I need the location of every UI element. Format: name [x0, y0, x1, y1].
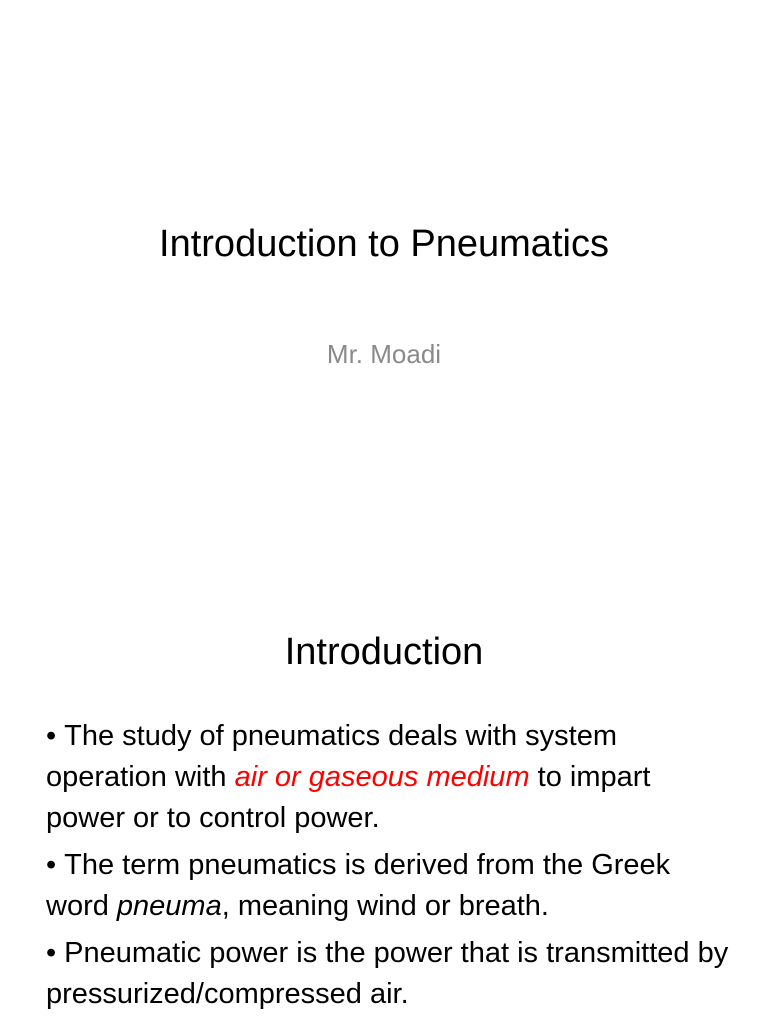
introduction-slide — [0, 576, 768, 1024]
slide-heading: Introduction — [284, 631, 484, 673]
bullet-marker: • — [46, 720, 57, 752]
bullet-marker: • — [46, 849, 57, 881]
bullet-1-text-start: The study of pneumatics deals with system operation with — [46, 720, 618, 793]
bullet-2-text-start: The term pneumatics is derived from the Greek word — [46, 849, 671, 922]
bullet-2-text-end: , meaning wind or breath. — [221, 890, 549, 922]
bullet-3-text: Pneumatic power is the power that is transmitted by pressurized/compressed air. — [46, 937, 729, 1010]
bullet-1-highlight: air or gaseous medium — [234, 761, 530, 793]
bullet-1-text-end: to impart power or to control power. — [46, 761, 651, 834]
bullet-marker: • — [46, 937, 57, 969]
bullet-item-3 — [46, 933, 736, 1015]
bullet-item-2 — [46, 845, 736, 927]
slide-title: Introduction to Pneumatics — [159, 223, 609, 265]
bullet-item-1 — [46, 716, 736, 839]
bullet-list — [46, 716, 736, 1021]
slide-subtitle-author: Mr. Moadi — [326, 339, 442, 369]
bullet-2-italic-word: pneuma — [116, 890, 222, 922]
